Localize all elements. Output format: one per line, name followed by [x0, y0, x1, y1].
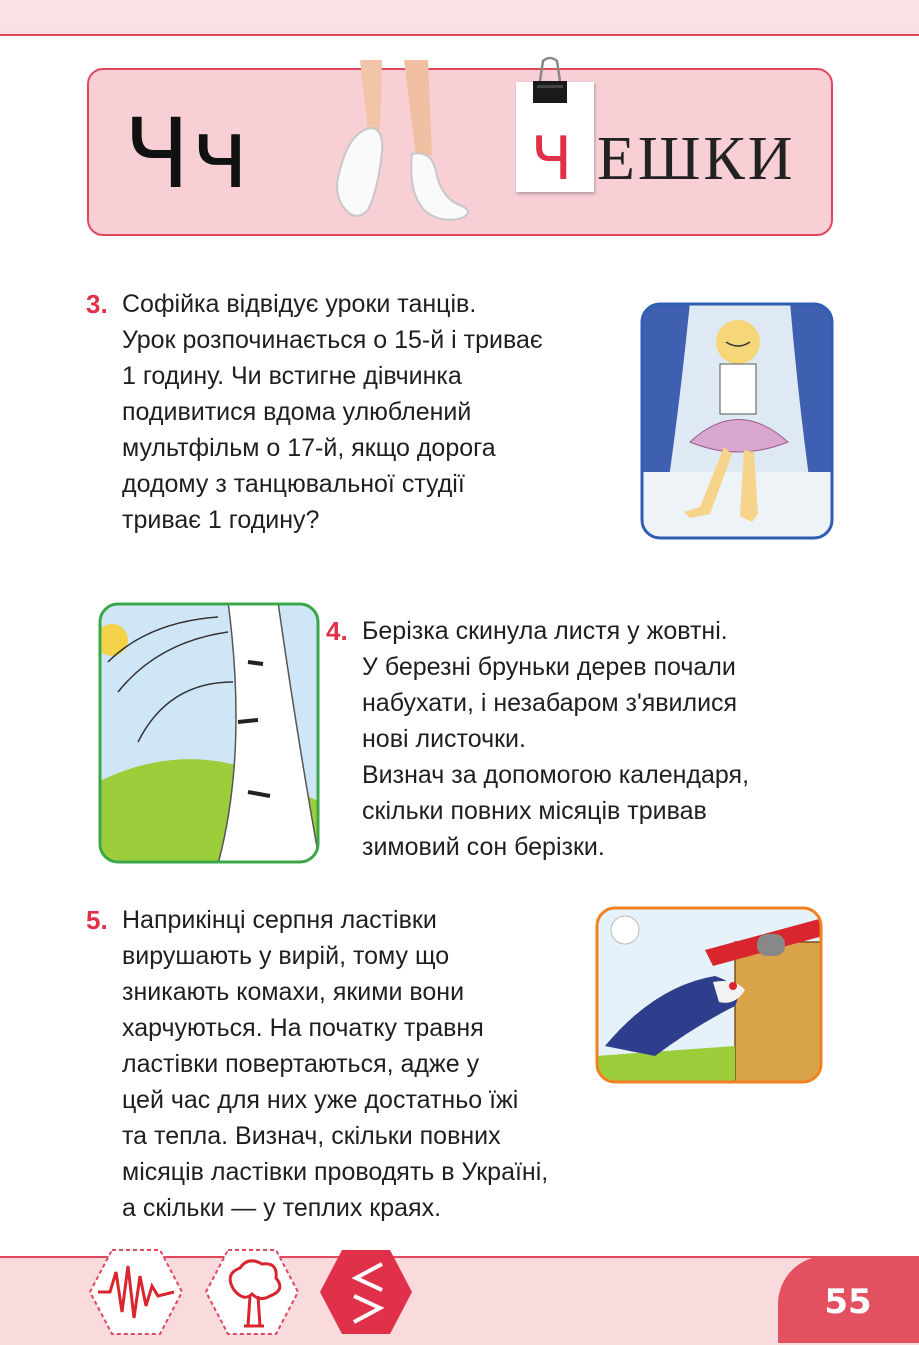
task-4-number: 4.	[326, 616, 348, 646]
letter-pair: Чч	[124, 98, 251, 210]
task-4-body: Берізка скинула листя у жовтні. У березні бруньки дерев почали набухати, і незабаром з'явилися нові листочки. Визнач за допомогою календаря, скільки повних місяців тривав зимовий сон берізки.	[362, 617, 750, 861]
tree-icon	[204, 1246, 300, 1338]
swallow-image	[595, 906, 823, 1084]
word-rest: ЕШКИ	[597, 125, 796, 193]
top-band	[0, 0, 919, 36]
task-4-text	[362, 613, 832, 865]
page-number: 55	[824, 1282, 872, 1322]
task-5-body: Наприкінці серпня ластівки вирушають у вирій, тому що зникають комахи, якими вони харчуються. На початку травня ластівки повертаються, адже у цей час для них уже достатньо їжі та тепла. Визнач, скільки повних місяців ластівки проводять в Україні, а скільки — у теплих краях.	[122, 906, 549, 1222]
word-first-letter: Ч	[531, 124, 573, 194]
task-3-number: 3.	[86, 289, 108, 319]
task-3-text	[122, 286, 622, 538]
binder-clip-icon	[525, 55, 575, 107]
ballet-slippers-image	[320, 60, 480, 235]
birch-tree-image	[98, 602, 320, 864]
compare-icon	[318, 1246, 414, 1338]
task-5-number: 5.	[86, 905, 108, 935]
task-5-text	[122, 902, 632, 1226]
dancing-girl-image	[640, 302, 834, 540]
task-3-body: Софійка відвідує уроки танців. Урок розпочинається о 15-й і триває 1 годину. Чи встигне дівчинка подивитися вдома улюблений мультфільм о 17-й, якщо дорога додому з танцювальної студії триває 1 годину?	[122, 290, 543, 534]
waveform-icon	[88, 1246, 184, 1338]
